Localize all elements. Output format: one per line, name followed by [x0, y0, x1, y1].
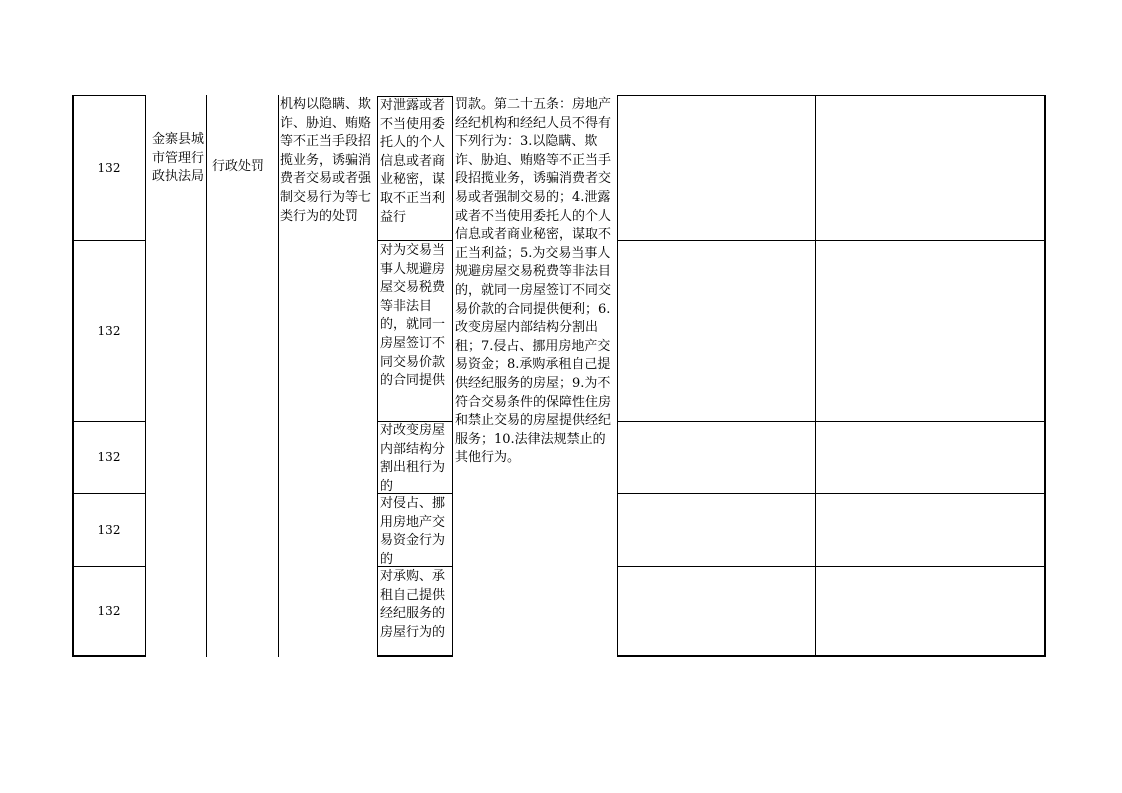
row-number-cell [73, 241, 145, 421]
sub-item-cell [379, 495, 453, 565]
row-number-cell [73, 494, 145, 566]
power-category: 行政处罚 [212, 159, 265, 174]
row-number: 132 [97, 522, 121, 537]
row-number: 132 [97, 323, 121, 338]
legal-basis-text: 罚款。第二十五条：房地产经纪机构和经纪人员不得有下列行为：3.以隐瞒、欺诈、胁迫、贿赂等不正当手段招揽业务，诱骗消费者交易或者强制交易的；4.泄露或者不当使用委托人的个人信息或者商业秘密，谋取不正当利益；5.为交易当事人规避房屋交易税费等非法目的，就同一房屋签订不同交易价款的合同提供便利；6.改变房屋内部结构分割出租；7.侵占、挪用房地产交易资金；8.承购承租自己提供经纪服务的房屋；9.为不符合交易条件的保障性住房和禁止交易的房屋提供经纪服务；10.法律法规禁止的其他行为。 [455, 97, 612, 466]
sub-item-text: 对改变房屋内部结构分割出租行为的 [380, 423, 446, 493]
row-number: 132 [97, 160, 121, 175]
category-cell [212, 158, 276, 177]
row-number: 132 [97, 450, 121, 465]
power-name: 机构以隐瞒、欺诈、胁迫、贿赂等不正当手段招揽业务，诱骗消费者交易或者强制交易行为等七类行为的处罚 [280, 97, 372, 224]
power-name-cell [280, 96, 376, 266]
sub-item-cell [379, 242, 453, 420]
row-number-cell [73, 567, 145, 655]
sub-item-cell [379, 422, 453, 493]
agency-cell [152, 131, 204, 187]
legal-basis-cell [455, 96, 615, 496]
sub-item-text: 对侵占、挪用房地产交易资金行为的 [380, 496, 446, 565]
row-number-cell [73, 96, 145, 240]
row-number-cell [73, 422, 145, 493]
sub-item-text: 对承购、承租自己提供经纪服务的房屋行为的 [380, 569, 446, 640]
sub-item-cell [379, 568, 453, 655]
sub-item-text: 对泄露或者不当使用委托人的个人信息或者商业秘密，谋取不正当利益行 [380, 98, 446, 225]
row-number: 132 [97, 603, 121, 618]
agency-name: 金寨县城市管理行政执法局 [152, 132, 204, 185]
sub-item-cell [379, 97, 453, 240]
sub-item-text: 对为交易当事人规避房屋交易税费等非法目的，就同一房屋签订不同交易价款的合同提供 [380, 243, 446, 389]
